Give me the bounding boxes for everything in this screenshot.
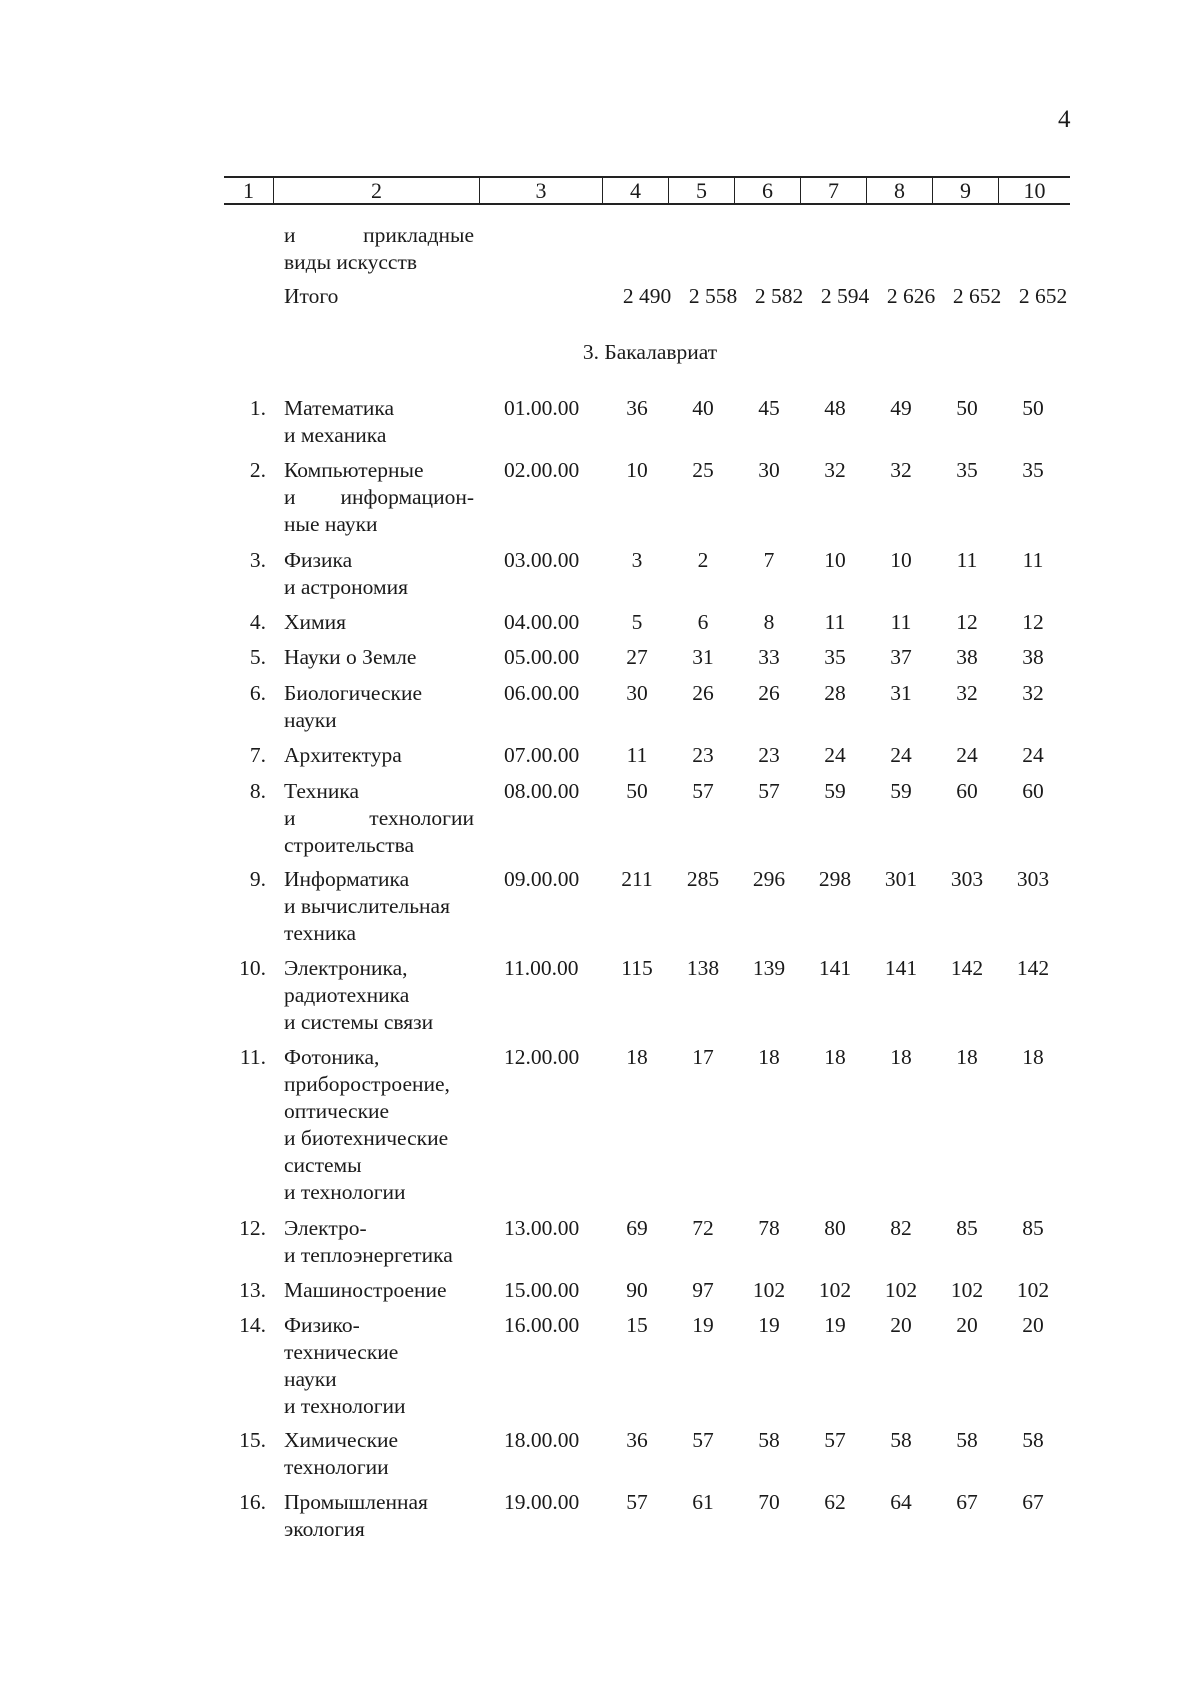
row-value: 102: [1016, 1278, 1050, 1302]
row-name: [284, 1277, 474, 1304]
header-cell: 9: [933, 178, 999, 203]
row-name-line: оптические: [284, 1099, 390, 1123]
total-value: 2 582: [754, 284, 804, 308]
row-value: 2: [697, 548, 709, 572]
row-value: 102: [818, 1278, 852, 1302]
row-value: 57: [824, 1428, 846, 1452]
row-value: 25: [692, 458, 714, 482]
row-number: 16.: [239, 1490, 266, 1514]
row-value: 49: [890, 396, 912, 420]
row-value: 36: [626, 1428, 648, 1452]
row-value: 32: [824, 458, 846, 482]
row-value: 28: [824, 681, 846, 705]
row-value: 3: [631, 548, 643, 572]
row-value: 37: [890, 645, 912, 669]
row-number: 10.: [239, 956, 266, 980]
row-number: 2.: [249, 458, 266, 482]
row-value: 57: [626, 1490, 648, 1514]
row-name: [284, 644, 474, 671]
row-value: 30: [758, 458, 780, 482]
row-value: 18: [1022, 1045, 1044, 1069]
row-value: 70: [758, 1490, 780, 1514]
row-value: 50: [1022, 396, 1044, 420]
row-value: 69: [626, 1216, 648, 1240]
row-value: 36: [626, 396, 648, 420]
row-value: 102: [950, 1278, 984, 1302]
row-value: 60: [956, 779, 978, 803]
row-value: 11: [956, 548, 978, 572]
row-value: 102: [752, 1278, 786, 1302]
row-name-line: технологии: [284, 1455, 389, 1479]
row-value: 85: [956, 1216, 978, 1240]
row-value: 211: [621, 867, 653, 891]
row-name: [284, 955, 474, 1036]
row-value: 301: [884, 867, 918, 891]
row-code: 12.00.00: [504, 1045, 580, 1069]
row-value: 64: [890, 1490, 912, 1514]
row-value: 58: [890, 1428, 912, 1452]
row-value: 31: [890, 681, 912, 705]
row-value: 20: [1022, 1313, 1044, 1337]
total-value: 2 626: [886, 284, 936, 308]
row-value: 32: [1022, 681, 1044, 705]
row-name-line: Электро-: [284, 1216, 367, 1240]
row-name: [284, 778, 474, 859]
row-value: 80: [824, 1216, 846, 1240]
row-name-line: Фотоника,: [284, 1045, 380, 1069]
row-name-line: и теплоэнергетика: [284, 1243, 453, 1267]
row-name-line: Математика: [284, 396, 395, 420]
row-value: 5: [631, 610, 643, 634]
row-name-line: и информацион-: [284, 485, 474, 509]
row-value: 85: [1022, 1216, 1044, 1240]
row-value: 50: [626, 779, 648, 803]
row-value: 142: [950, 956, 984, 980]
row-value: 303: [1016, 867, 1050, 891]
row-value: 10: [890, 548, 912, 572]
row-value: 35: [824, 645, 846, 669]
row-value: 67: [1022, 1490, 1044, 1514]
row-code: 02.00.00: [504, 458, 580, 482]
row-value: 19: [758, 1313, 780, 1337]
row-value: 20: [890, 1313, 912, 1337]
header-cell: 10: [1023, 178, 1046, 203]
row-number: 6.: [249, 681, 266, 705]
row-value: 12: [956, 610, 978, 634]
row-value: 102: [884, 1278, 918, 1302]
total-label: Итого: [284, 284, 339, 308]
header-cell: 8: [867, 178, 933, 203]
row-name: [284, 609, 474, 636]
row-value: 32: [956, 681, 978, 705]
header-cell: 1: [224, 178, 274, 203]
row-value: 45: [758, 396, 780, 420]
row-name: [284, 680, 474, 734]
row-value: 18: [956, 1045, 978, 1069]
row-number: 12.: [239, 1216, 266, 1240]
row-value: 285: [686, 867, 720, 891]
row-name-line: и системы связи: [284, 1010, 434, 1034]
row-name-line: приборостроение,: [284, 1072, 450, 1096]
row-value: 20: [956, 1313, 978, 1337]
column-number-header: [224, 176, 1070, 205]
row-value: 57: [692, 1428, 714, 1452]
row-value: 62: [824, 1490, 846, 1514]
row-value: 7: [763, 548, 775, 572]
row-value: 30: [626, 681, 648, 705]
row-number: 5.: [249, 645, 266, 669]
row-name: [284, 1215, 474, 1269]
row-name-line: и технологии: [284, 1180, 406, 1204]
row-value: 90: [626, 1278, 648, 1302]
row-number: 1.: [249, 396, 266, 420]
row-value: 48: [824, 396, 846, 420]
row-value: 6: [697, 610, 709, 634]
row-code: 03.00.00: [504, 548, 580, 572]
total-value: 2 652: [1018, 284, 1068, 308]
row-value: 142: [1016, 956, 1050, 980]
row-value: 11: [626, 743, 648, 767]
row-value: 97: [692, 1278, 714, 1302]
row-name-line: Компьютерные: [284, 458, 424, 482]
total-value: 2 558: [688, 284, 738, 308]
row-value: 298: [818, 867, 852, 891]
row-name-line: строительства: [284, 833, 415, 857]
row-value: 58: [758, 1428, 780, 1452]
row-name-line: Физико-: [284, 1313, 360, 1337]
row-number: 4.: [249, 610, 266, 634]
row-name-line: системы: [284, 1153, 362, 1177]
row-value: 26: [692, 681, 714, 705]
row-value: 58: [1022, 1428, 1044, 1452]
row-value: 303: [950, 867, 984, 891]
row-value: 32: [890, 458, 912, 482]
row-name-line: Науки о Земле: [284, 645, 417, 669]
row-name: [284, 547, 474, 601]
row-code: 01.00.00: [504, 396, 580, 420]
row-name: [284, 1312, 474, 1420]
row-name-line: Архитектура: [284, 743, 402, 767]
row-name: [284, 866, 474, 947]
row-value: 296: [752, 867, 786, 891]
row-name-line: науки: [284, 708, 337, 732]
row-value: 115: [621, 956, 653, 980]
row-value: 38: [956, 645, 978, 669]
row-value: 24: [956, 743, 978, 767]
row-name-line: Биологические: [284, 681, 423, 705]
section-title: 3. Бакалавриат: [582, 340, 718, 364]
row-name-line: ные науки: [284, 512, 378, 536]
row-value: 141: [884, 956, 918, 980]
row-value: 8: [763, 610, 775, 634]
row-name-line: и астрономия: [284, 575, 408, 599]
row-code: 04.00.00: [504, 610, 580, 634]
row-value: 57: [758, 779, 780, 803]
row-value: 11: [824, 610, 846, 634]
row-value: 18: [758, 1045, 780, 1069]
row-code: 16.00.00: [504, 1313, 580, 1337]
row-value: 24: [890, 743, 912, 767]
row-code: 15.00.00: [504, 1278, 580, 1302]
row-value: 59: [890, 779, 912, 803]
row-value: 35: [956, 458, 978, 482]
row-value: 31: [692, 645, 714, 669]
continuation-line: виды искусств: [284, 250, 417, 274]
row-name-line: и механика: [284, 423, 387, 447]
row-name-line: и биотехнические: [284, 1126, 449, 1150]
row-number: 13.: [239, 1278, 266, 1302]
row-name-line: Техника: [284, 779, 359, 803]
row-name: [284, 395, 474, 449]
row-code: 07.00.00: [504, 743, 580, 767]
row-name-line: техника: [284, 921, 357, 945]
header-cell: 4: [603, 178, 669, 203]
row-value: 33: [758, 645, 780, 669]
row-name-line: Электроника,: [284, 956, 408, 980]
header-cell: 6: [735, 178, 801, 203]
row-value: 26: [758, 681, 780, 705]
row-code: 13.00.00: [504, 1216, 580, 1240]
header-cell: 2: [274, 178, 480, 203]
row-value: 58: [956, 1428, 978, 1452]
row-value: 141: [818, 956, 852, 980]
row-name: [284, 457, 474, 538]
row-name-line: Химия: [284, 610, 347, 634]
row-number: 11.: [239, 1045, 266, 1069]
row-value: 24: [824, 743, 846, 767]
total-value: 2 652: [952, 284, 1002, 308]
row-name-line: Информатика: [284, 867, 410, 891]
header-cell: 7: [801, 178, 867, 203]
row-code: 18.00.00: [504, 1428, 580, 1452]
row-name-line: и технологии: [284, 1394, 406, 1418]
row-code: 08.00.00: [504, 779, 580, 803]
row-number: 14.: [239, 1313, 266, 1337]
row-code: 19.00.00: [504, 1490, 580, 1514]
row-value: 11: [890, 610, 912, 634]
row-value: 38: [1022, 645, 1044, 669]
row-value: 139: [752, 956, 786, 980]
row-code: 09.00.00: [504, 867, 580, 891]
row-name-line: и вычислительная: [284, 894, 450, 918]
row-value: 15: [626, 1313, 648, 1337]
row-value: 10: [824, 548, 846, 572]
row-code: 11.00.00: [504, 956, 579, 980]
row-value: 19: [692, 1313, 714, 1337]
row-value: 82: [890, 1216, 912, 1240]
row-number: 15.: [239, 1428, 266, 1452]
total-row: [0, 284, 1200, 312]
row-name-line: радиотехника: [284, 983, 410, 1007]
row-value: 23: [692, 743, 714, 767]
row-value: 78: [758, 1216, 780, 1240]
row-name-line: экология: [284, 1517, 365, 1541]
row-value: 23: [758, 743, 780, 767]
continuation-line: и прикладные: [284, 223, 474, 247]
row-number: 8.: [249, 779, 266, 803]
row-name-line: и технологии: [284, 806, 474, 830]
row-value: 18: [626, 1045, 648, 1069]
row-value: 19: [824, 1313, 846, 1337]
row-value: 10: [626, 458, 648, 482]
row-name-line: Физика: [284, 548, 353, 572]
row-value: 35: [1022, 458, 1044, 482]
row-name: [284, 742, 474, 769]
page-number: 4: [1058, 106, 1071, 133]
row-value: 40: [692, 396, 714, 420]
row-value: 17: [692, 1045, 714, 1069]
row-value: 60: [1022, 779, 1044, 803]
header-cell: 3: [480, 178, 603, 203]
row-value: 57: [692, 779, 714, 803]
row-name-line: Химические: [284, 1428, 399, 1452]
row-value: 12: [1022, 610, 1044, 634]
row-value: 18: [890, 1045, 912, 1069]
row-number: 9.: [249, 867, 266, 891]
row-value: 18: [824, 1045, 846, 1069]
row-value: 67: [956, 1490, 978, 1514]
row-number: 7.: [249, 743, 266, 767]
row-value: 27: [626, 645, 648, 669]
row-name-line: науки: [284, 1367, 337, 1391]
total-value: 2 490: [622, 284, 672, 308]
row-value: 138: [686, 956, 720, 980]
row-code: 05.00.00: [504, 645, 580, 669]
row-code: 06.00.00: [504, 681, 580, 705]
row-number: 3.: [249, 548, 266, 572]
row-value: 72: [692, 1216, 714, 1240]
row-value: 11: [1022, 548, 1044, 572]
row-value: 61: [692, 1490, 714, 1514]
row-value: 59: [824, 779, 846, 803]
row-name-line: Промышленная: [284, 1490, 428, 1514]
row-value: 24: [1022, 743, 1044, 767]
total-value: 2 594: [820, 284, 870, 308]
row-name-line: Машиностроение: [284, 1278, 447, 1302]
row-name: [284, 1044, 474, 1206]
continuation-text: [284, 222, 474, 276]
row-name: [284, 1427, 474, 1481]
row-name-line: технические: [284, 1340, 399, 1364]
header-cell: 5: [669, 178, 735, 203]
row-value: 50: [956, 396, 978, 420]
row-name: [284, 1489, 474, 1543]
